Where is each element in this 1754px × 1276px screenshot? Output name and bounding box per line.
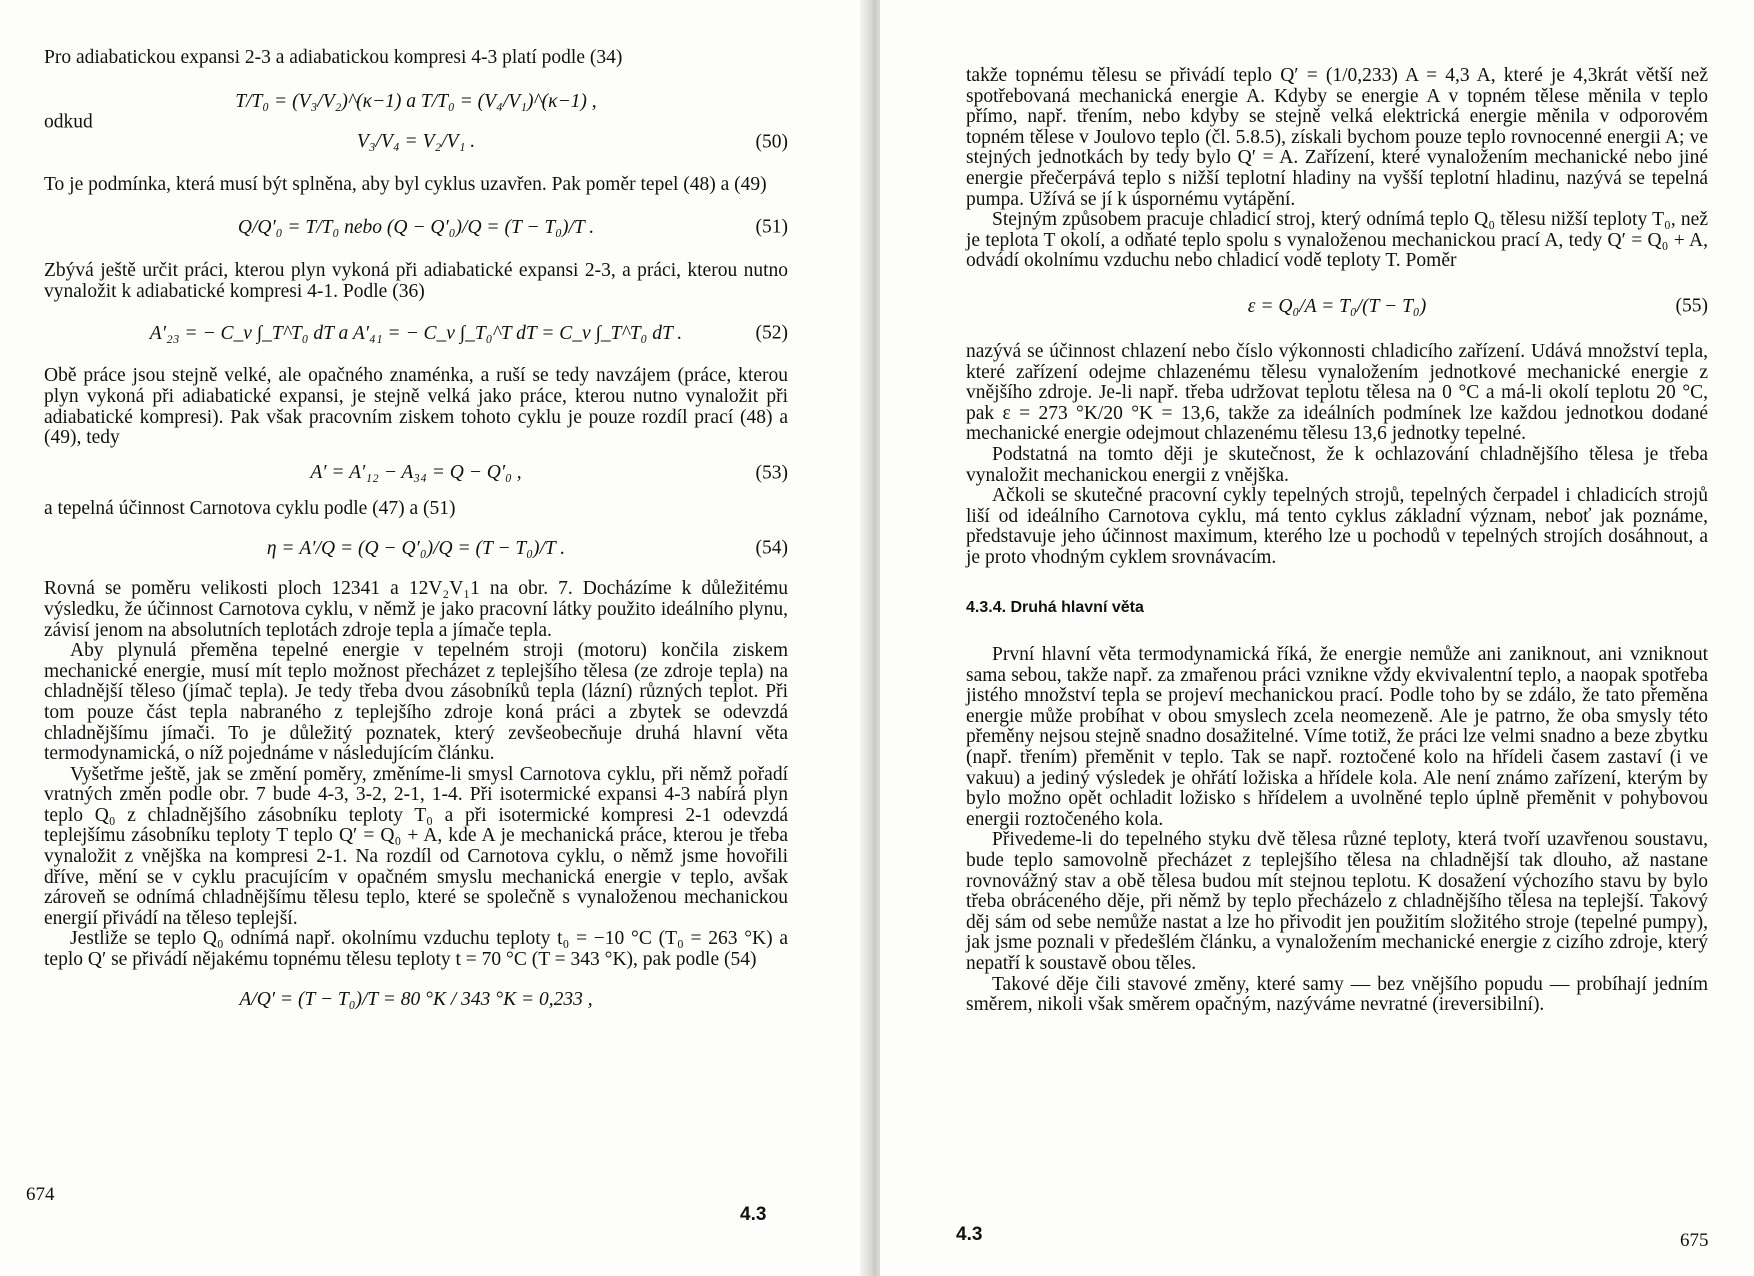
- paragraph: Podstatná na tomto ději je skutečnost, že k ochlazování chladnějšího tělesa je třeba vynaložit mechanickou energii z vnějška.: [966, 443, 1708, 486]
- paragraph: Pro adiabatickou expansi 2-3 a adiabatickou kompresi 4-3 platí podle (34): [44, 47, 623, 68]
- odkud-label: odkud: [44, 111, 93, 133]
- equation-55: [966, 276, 1708, 338]
- equation-number: (50): [755, 131, 788, 153]
- paragraph: Rovná se poměru velikosti ploch 12341 a 12V₂V₁1 na obr. 7. Docházíme k důležitému výsledku, že účinnost Carnotova cyklu, v němž je jako pracovní látky použito ideálního plynu, závisí jenom na absolutních teplotách zdroje tepla a jímače tepla.: [44, 578, 788, 641]
- paragraph: Jestliže se teplo Q₀ odnímá např. okolnímu vzduchu teploty t₀ = −10 °C (T₀ = 263 °K) a teplo Q′ se přivádí nějakému topnému tělesu teploty t = 70 °C (T = 343 °K), pak podle (54): [44, 928, 788, 971]
- paragraph: První hlavní věta termodynamická říká, že energie nemůže ani zaniknout, ani vzniknout sama sebou, takže např. za zmařenou práci vznikne vždy ekvivalentní teplo, a naopak spotřeba jistého množství tepla se projeví mechanickou prací. Podle toho by se zdálo, že tato přeměna energie může probíhat v obou smyslech zcela neomezeně. Ale je patrno, že oba smysly této přeměny nejsou stejně snadno dosažitelné. Víme totiž, že práci lze velmi snadno a beze zbytku (např. třením) přeměnit v teplo. Tak se např. roztočené kolo na hřídeli časem zastaví (i ve vakuu) a jediný výsledek je ohřátí ložiska a hřídele kola. Ale není známo zařízení, kterým by bylo možno opět ochladit ložisko s hřídelem a uvolněné teplo úplně přeměnit v pohybovou energii roztočeného kola.: [966, 644, 1708, 830]
- equation-51: [44, 199, 788, 257]
- equation-formula: Q/Q′₀ = T/T₀ nebo (Q − Q′₀)/Q = (T − T₀)/T .: [237, 216, 595, 238]
- page-number: 674: [26, 1184, 55, 1205]
- left-page: [0, 0, 866, 1276]
- paragraph: Vyšetřme ještě, jak se změní poměry, změníme-li smysl Carnotova cyklu, při němž pořadí vratných změn podle obr. 7 bude 4-3, 3-2, 2-1, 1-4. Při isotermické expansi 4-3 nabírá plyn teplo Q₀ z chladnějšího zásobníku teploty T₀ a při isotermické kompresi 2-1 odevzdá teplejšímu zásobníku teploty T teplo Q′ = Q₀ + A, kde A je mechanická práce, kterou je třeba vynaložit z vnějška na kompresi 2-1. Na rozdíl od Carnotova cyklu, o němž jsme hovořili dříve, mění se v cyklu pracujícím v opačném smyslu mechanická energie v teplo, avšak zároveň se odnímá chladnějšímu tělesu teplo, které se společně s vynaloženou mechanickou energií přivádí na těleso teplejší.: [44, 763, 788, 929]
- equation-number: (52): [755, 323, 788, 345]
- page-number: 675: [1680, 1230, 1709, 1251]
- equation-formula: ε = Q₀/A = T₀/(T − T₀): [1247, 295, 1427, 317]
- equation-53: [44, 453, 788, 495]
- equation-formula: V₃/V₄ = V₂/V₁ .: [356, 131, 476, 153]
- section-heading: 4.3.4. Druhá hlavní věta: [966, 599, 1144, 617]
- equation-formula: T/T₀ = (V₃/V₂)^(κ−1) a T/T₀ = (V₄/V₁)^(κ−1) ,: [235, 91, 597, 113]
- right-page: [880, 0, 1754, 1276]
- section-number: 4.3: [956, 1224, 983, 1245]
- equation-number: (54): [755, 538, 788, 560]
- paragraph: nazývá se účinnost chlazení nebo číslo výkonnosti chladicího zařízení. Udává množství tepla, které zařízení odejme chlazenému tělesu vynaložením jednotkové mechanické energie z vnějšího zdroje. Je-li např. třeba udržovat teplotu tělesa na 0 °C a má-li okolí teplotu 20 °C, pak ε = 273 °K/20 °K = 13,6, takže za ideálních podmínek lze každou jednotkou dodané mechanické energie odejmout chlazenému tělesu 13,6 jednotky tepelné.: [966, 340, 1708, 445]
- equation-formula: A′₂₃ = − C_v ∫_T^T₀ dT a A′₄₁ = − C_v ∫_T₀^T dT = C_v ∫_T^T₀ dT .: [149, 323, 683, 345]
- paragraph: Zbývá ještě určit práci, kterou plyn vykoná při adiabatické expansi 2-3, a práci, kterou nutno vynaložit k adiabatické kompresi 4-1. Podle (36): [44, 260, 788, 302]
- equation-formula: A/Q′ = (T − T₀)/T = 80 °K / 343 °K = 0,233 ,: [239, 989, 593, 1011]
- equation-formula: η = A′/Q = (Q − Q′₀)/Q = (T − T₀)/T .: [266, 538, 566, 560]
- paragraph: Takové děje čili stavové změny, které samy — bez vnějšího popudu — probíhají jedním směrem, nikoli však směrem opačným, nazýváme nevratné (ireversibilní).: [966, 973, 1708, 1016]
- equation-number: (55): [1675, 295, 1708, 317]
- equation-number: (51): [755, 216, 788, 238]
- equation-52: [44, 306, 788, 362]
- paragraph: takže topnému tělesu se přivádí teplo Q′ = (1/0,233) A = 4,3 A, které je 4,3krát větší než spotřebovaná mechanická energie A. Kdyby se energie A v topném tělese měnila v teplo přímo, např. třením, nebo kdyby se stejně velká elektrická energie měnila v odporovém topném tělese v Joulovo teplo (čl. 5.8.5), získali bychom pouze teplo rovnocenné energii A; ve stejných jednotkách by tedy bylo Q′ = A. Zařízení, které vynaložením mechanické nebo jiné energie přečerpává teplo s nižší teplotní hladiny na vyšší teplotní hladinu, nazývá se tepelná pumpa. Užívá se jí k úspornému vytápění.: [966, 65, 1708, 210]
- paragraph: Ačkoli se skutečné pracovní cykly tepelných strojů, tepelných čerpadel i chladicích strojů liší od ideálního Carnotova cyklu, má tento cyklus základní význam, neboť jak poznáme, představuje jeho účinnost maximum, kterého lze u pochodů v tepelných strojích dosáhnout, a je proto vhodným cyklem srovnávacím.: [966, 485, 1708, 568]
- paragraph: To je podmínka, která musí být splněna, aby byl cyklus uzavřen. Pak poměr tepel (48) a (49): [44, 173, 767, 195]
- section-number: 4.3: [740, 1204, 767, 1225]
- paragraph: Přivedeme-li do tepelného styku dvě tělesa různé teploty, která tvoří uzavřenou soustavu, bude teplo samovolně přecházet z teplejšího tělesa na chladnější tak dlouho, až nastane rovnovážný stav a obě tělesa budou mít stejnou teplotu. K dosažení výchozího stavu by bylo třeba obráceného děje, při němž by teplo přecházelo z chladnějšího tělesa na teplejší. Takový děj sám od sebe nemůže nastat a lze ho přivodit jen použitím složitého stroje (tepelné pumpy), jak jsme poznali v předešlém článku, a vynaložením mechanické energie z cizího zdroje, který nepatří k soustavě obou těles.: [966, 829, 1708, 974]
- right-text-column: [966, 66, 1708, 1016]
- paragraph: Stejným způsobem pracuje chladicí stroj, který odnímá teplo Q₀ tělesu nižší teploty T₀, než je teplota T okolí, a odňaté teplo spolu s vynaloženou mechanickou prací A, tedy Q′ = Q₀ + A, odvádí okolnímu vzduchu nebo chladicí vodě teploty T. Poměr: [966, 209, 1708, 272]
- equation-54: [44, 523, 788, 575]
- paragraph: Obě práce jsou stejně velké, ale opačného znaménka, a ruší se tedy navzájem (práce, kterou plyn vykoná při adiabatické expansi, je stejně velká jako práce, kterou nutno vynaložit při adiabatické kompresi). Pak však pracovním ziskem tohoto cyklu je pouze rozdíl prací (48) a (49), tedy: [44, 365, 788, 449]
- equation-50: [44, 111, 788, 171]
- left-text-column: [44, 48, 788, 1031]
- paragraph: a tepelná účinnost Carnotova cyklu podle (47) a (51): [44, 497, 456, 519]
- paragraph: Aby plynulá přeměna tepelné energie v tepelném stroji (motoru) končila ziskem mechanické energie, musí mít teplo možnost přecházet z teplejšího tělesa (ze zdroje tepla) na chladnější těleso (jímač tepla). Je tedy třeba dvou zásobníků tepla (lázní) různých teplot. Při tom pouze část tepla nabraného z teplejšího zdroje koná práci a zbytek se odevzdá chladnějšímu jímači. To je důležitý poznatek, který zevšeobecňuje druhá hlavní věta termodynamická, o níž pojednáme v následujícím článku.: [44, 640, 788, 765]
- equation-formula: A′ = A′₁₂ − A₃₄ = Q − Q′₀ ,: [310, 462, 522, 484]
- equation-number: (53): [755, 462, 788, 484]
- equation: [44, 975, 788, 1027]
